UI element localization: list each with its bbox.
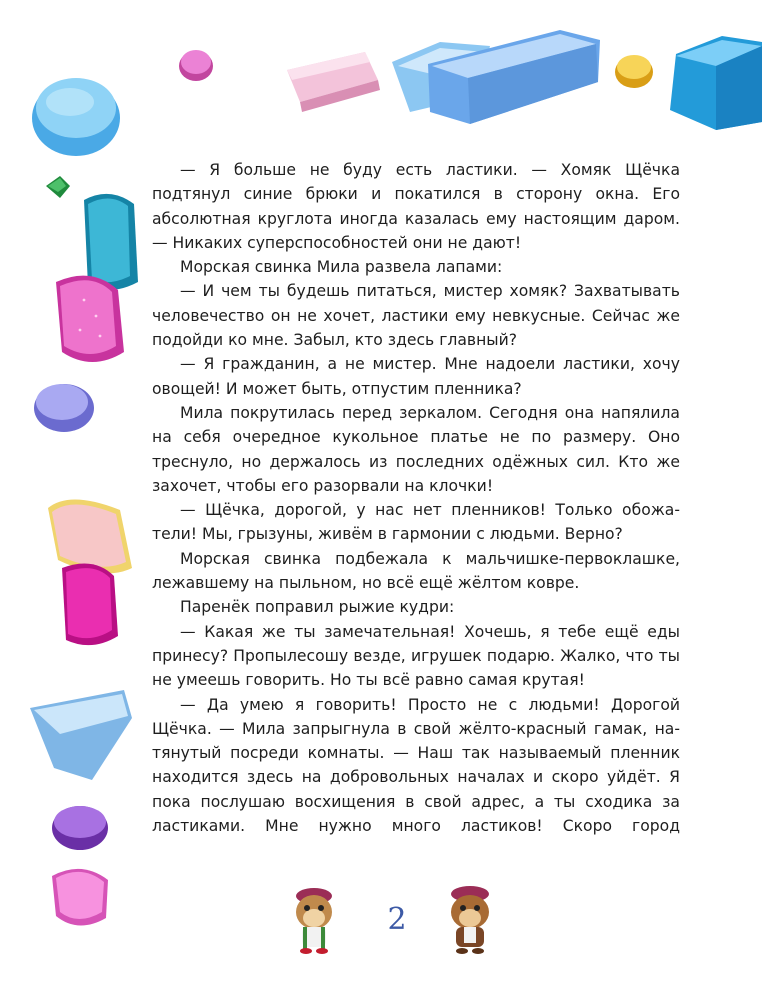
teal-eraser xyxy=(84,194,138,290)
lightblue-wedge-eraser xyxy=(30,690,132,780)
paragraph: — Щёчка, дорогой, у нас нет пленников! Только обожатели! Мы, грызуны, живём в гармонии с людьми. Верно? xyxy=(152,501,680,544)
paragraph: — Я больше не буду есть ластики. — Хомяк Щёчка подтянул синие брюки и покатился в сторону окна. Его абсолютная круглота иногда казалась ему настоящим даром. — Никаких суперспособностей они не дают! xyxy=(152,161,680,252)
paragraph: — Я гражданин, а не мистер. Мне надоели ластики, хочу овощей! И может быть, отпустим пленника? xyxy=(152,355,680,398)
paragraph: — И чем ты будешь питаться, мистер хомяк? Захватывать человечество он не хочет, ластики ему невкусные. Сейчас же подойди ко мне. Забыл, кто здесь главный? xyxy=(152,282,680,350)
peach-eraser xyxy=(48,499,132,573)
yellow-eraser xyxy=(615,55,653,88)
blue-round-eraser xyxy=(32,78,120,156)
green-eraser xyxy=(46,176,70,198)
paragraph: Морская свинка подбежала к мальчишке-первоклашке, лежавшему на пыльном, но всё ещё жёлтом ковре. xyxy=(152,549,680,593)
hamster-character-right xyxy=(451,886,489,954)
purple-eraser xyxy=(52,806,108,850)
page-number: 2 xyxy=(387,902,407,937)
pink-block-eraser xyxy=(287,52,380,112)
paragraph: Мила покрутилась перед зеркалом. Сегодня она напялила на себя очередное кукольное платье не по размеру. Оно треснуло, но держалось из последних одёжных сил. Кто же захочет, чтобы его разорвали на клочки! xyxy=(152,403,680,495)
paragraph: Паренёк поправил рыжие кудри: xyxy=(180,598,455,617)
hamster-character-left xyxy=(296,888,332,954)
lavender-eraser xyxy=(34,384,94,432)
paragraph: — Какая же ты замечательная! Хочешь, я тебе ещё еды принесу? Пропылесошу везде, игрушек подарю. Жалко, что ты не умеешь говорить. Но ты всё равно самая крутая! xyxy=(152,622,680,690)
paragraph: — Да умею я говорить! Просто не с людьми! Дорогой Щёчка. — Мила запрыгнула в свой жёлто-красный гамак, натянутый посреди комнаты. — Наш так называемый пленник находится здесь на добровольных началах и скоро уйдёт. Я пока послушаю восхищения в свой адрес, а ты сходика за ластиками. Мне нужно много ластиков! Скоро город xyxy=(152,695,680,836)
story-text xyxy=(152,158,680,838)
magenta-eraser xyxy=(56,276,124,362)
paragraph: Морская свинка Мила развела лапами: xyxy=(180,258,503,277)
hotpink-eraser xyxy=(62,564,118,646)
blue-cube-eraser xyxy=(670,36,762,130)
pink-small-eraser xyxy=(179,50,213,81)
pink-bottom-eraser xyxy=(52,869,108,926)
